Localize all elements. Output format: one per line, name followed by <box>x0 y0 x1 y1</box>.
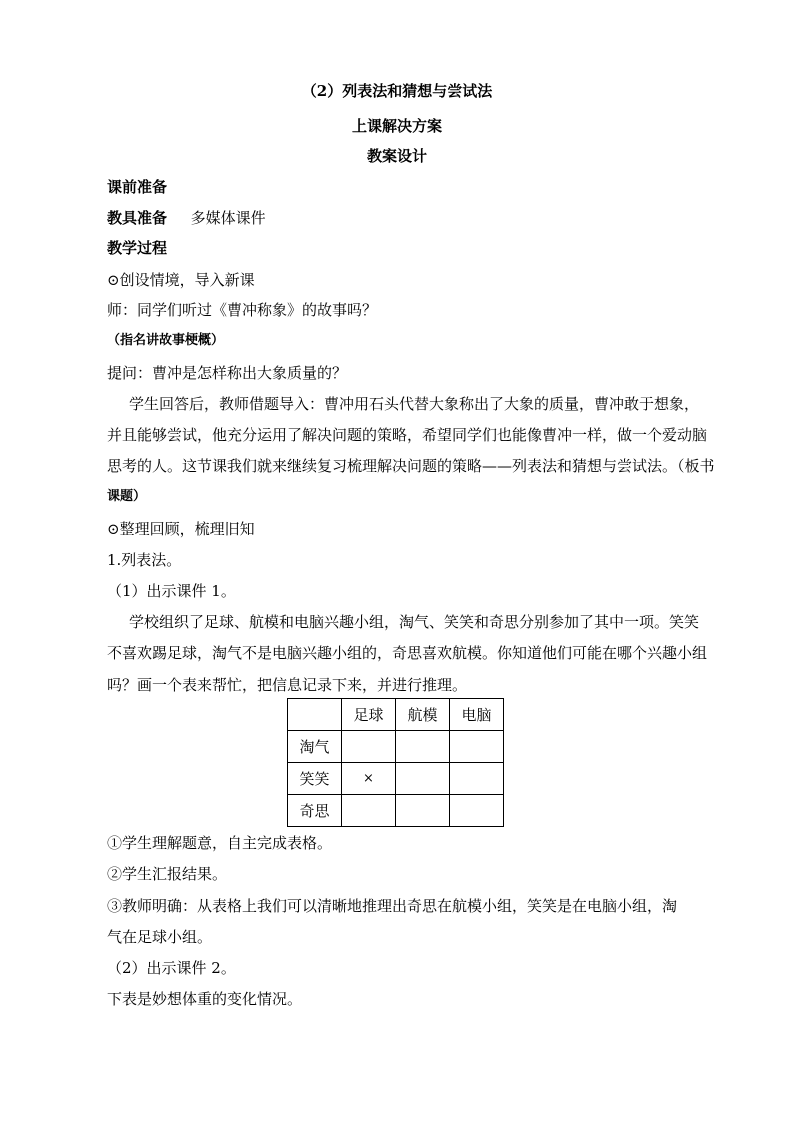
table-cell <box>396 763 450 795</box>
table-header-cell: 足球 <box>342 699 396 731</box>
para-lead-in-2: 并且能够尝试，他充分运用了解决问题的策略，希望同学们也能像曹冲一样，做一个爱动脑 <box>107 426 708 444</box>
doc-subtitle-design: 教案设计 <box>366 147 427 165</box>
section-prep: 课前准备 <box>107 178 168 196</box>
para-step-2: ②学生汇报结果。 <box>107 865 228 883</box>
table-row <box>288 795 504 827</box>
para-teacher-question: 师：同学们听过《曹冲称象》的故事吗？ <box>107 301 378 319</box>
table-row <box>288 763 504 795</box>
para-step-3-b: 气在足球小组。 <box>107 928 213 946</box>
doc-subtitle-plan: 上课解决方案 <box>351 117 442 135</box>
para-lead-in-1: 学生回答后，教师借题导入：曹冲用石头代替大象称出了大象的质量，曹冲敢于想象， <box>129 395 700 413</box>
para-problem-3: 吗？画一个表来帮忙，把信息记录下来，并进行推理。 <box>107 676 468 694</box>
heading-list-method: 1.列表法。 <box>107 551 182 569</box>
para-ask: 提问：曹冲是怎样称出大象质量的？ <box>107 364 348 382</box>
table-header-cell: 航模 <box>396 699 450 731</box>
para-weight-table-intro: 下表是妙想体重的变化情况。 <box>107 990 303 1008</box>
table-cell <box>396 731 450 763</box>
table-row-label: 笑笑 <box>288 763 342 795</box>
table-cell <box>396 795 450 827</box>
para-problem-1: 学校组织了足球、航模和电脑兴趣小组，淘气、笑笑和奇思分别参加了其中一项。笑笑 <box>129 613 700 631</box>
table-row-label: 奇思 <box>288 795 342 827</box>
table-header-cell: 电脑 <box>450 699 504 731</box>
table-cell <box>342 795 396 827</box>
table-header-row <box>288 699 504 731</box>
tools-value: 多媒体课件 <box>190 209 266 227</box>
para-step-3-a: ③教师明确：从表格上我们可以清晰地推理出奇思在航模小组，笑笑是在电脑小组，淘 <box>107 897 678 915</box>
table-cell <box>450 763 504 795</box>
tools-line <box>107 208 717 228</box>
heading-intro: ⊙创设情境，导入新课 <box>107 271 255 289</box>
para-note-story: （指名讲故事梗概） <box>107 333 225 348</box>
table-row <box>288 731 504 763</box>
doc-title: （2）列表法和猜想与尝试法 <box>301 82 493 100</box>
tools-label: 教具准备 <box>107 209 168 227</box>
para-courseware-1: （1）出示课件 1。 <box>107 582 236 600</box>
table-cell <box>288 699 342 731</box>
heading-review: ⊙整理回顾，梳理旧知 <box>107 520 255 538</box>
interest-group-table <box>287 698 504 827</box>
para-lead-in-3: 思考的人。这节课我们就来继续复习梳理解决问题的策略——列表法和猜想与尝试法。（板书 <box>107 457 715 475</box>
para-courseware-2: （2）出示课件 2。 <box>107 959 236 977</box>
para-step-1: ①学生理解题意，自主完成表格。 <box>107 834 333 852</box>
para-lead-in-4: 课题） <box>107 489 147 504</box>
table-cell <box>342 731 396 763</box>
para-problem-2: 不喜欢踢足球，淘气不是电脑兴趣小组的，奇思喜欢航模。你知道他们可能在哪个兴趣小组 <box>107 644 708 662</box>
table-cell <box>450 795 504 827</box>
table-row-label: 淘气 <box>288 731 342 763</box>
table-cell-mark: × <box>342 763 396 795</box>
table-cell <box>450 731 504 763</box>
section-process: 教学过程 <box>107 239 168 257</box>
